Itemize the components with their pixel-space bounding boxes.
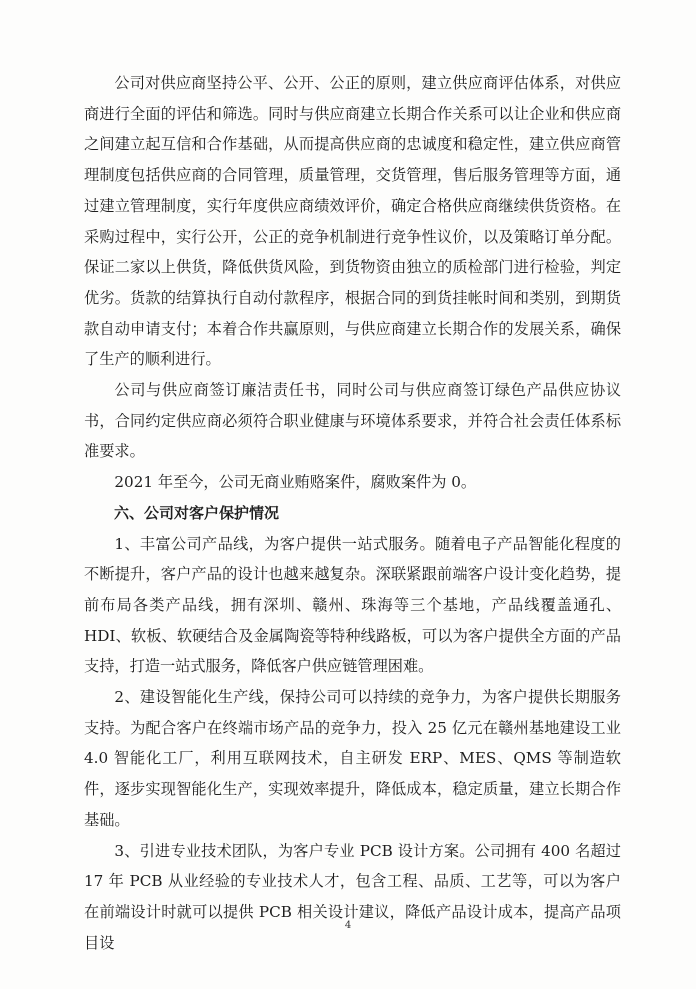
paragraph-smart-production: 2、建设智能化生产线，保持公司可以持续的竞争力，为客户提供长期服务支持。为配合客户在终端市场产品的竞争力，投入 25 亿元在赣州基地建设工业 4.0 智能化工厂，利用互联网技术，自主研发 ERP、MES、QMS 等制造软件，逐步实现智能化生产，实现效率提升，降低成本，稳定质量，建立长期合作基础。 xyxy=(84,688,621,829)
paragraph-product-line: 1、丰富公司产品线，为客户提供一站式服务。随着电子产品智能化程度的不断提升，客户产品的设计也越来越复杂。深联紧跟前端客户设计变化趋势，提前布局各类产品线，拥有深圳、赣州、珠海等三个基地，产品线覆盖通孔、HDI、软板、软硬结合及金属陶瓷等特种线路板，可以为客户提供全方面的产品支持，打造一站式服务，降低客户供应链管理困难。 xyxy=(84,534,621,676)
paragraph-bribery-cases: 2021 年至今，公司无商业贿赂案件，腐败案件为 0。 xyxy=(114,473,477,492)
paragraph-integrity-agreement: 公司与供应商签订廉洁责任书，同时公司与供应商签订绿色产品供应协议书，合同约定供应商必须符合职业健康与环境体系要求，并符合社会责任体系标准要求。 xyxy=(84,381,621,461)
document-body xyxy=(84,68,621,958)
section-heading-customer-protection: 六、公司对客户保护情况 xyxy=(114,503,280,522)
page-number: 4 xyxy=(344,920,352,931)
paragraph-supplier-evaluation: 公司对供应商坚持公平、公开、公正的原则，建立供应商评估体系，对供应商进行全面的评估和筛选。同时与供应商建立长期合作关系可以让企业和供应商之间建立起互信和合作基础，从而提高供应商的忠诚度和稳定性，建立供应商管理制度包括供应商的合同管理，质量管理，交货管理，售后服务管理等方面，通过建立管理制度，实行年度供应商绩效评价，确定合格供应商继续供货资格。在采购过程中，实行公开，公正的竞争机制进行竞争性议价，以及策略订单分配。保证二家以上供货，降低供货风险，到货物资由独立的质检部门进行检验，判定优劣。货款的结算执行自动付款程序，根据合同的到货挂帐时间和类别，到期货款自动申请支付；本着合作共赢原则，与供应商建立长期合作的发展关系，确保了生产的顺利进行。 xyxy=(84,74,621,369)
paragraph-pcb-design-team: 3、引进专业技术团队，为客户专业 PCB 设计方案。公司拥有 400 名超过 17 年 PCB 从业经验的专业技术人才，包含工程、品质、工艺等，可以为客户在前端设计时就可以提供 PCB 相关设计建议，降低产品设计成本，提高产品项目设 xyxy=(84,841,621,952)
